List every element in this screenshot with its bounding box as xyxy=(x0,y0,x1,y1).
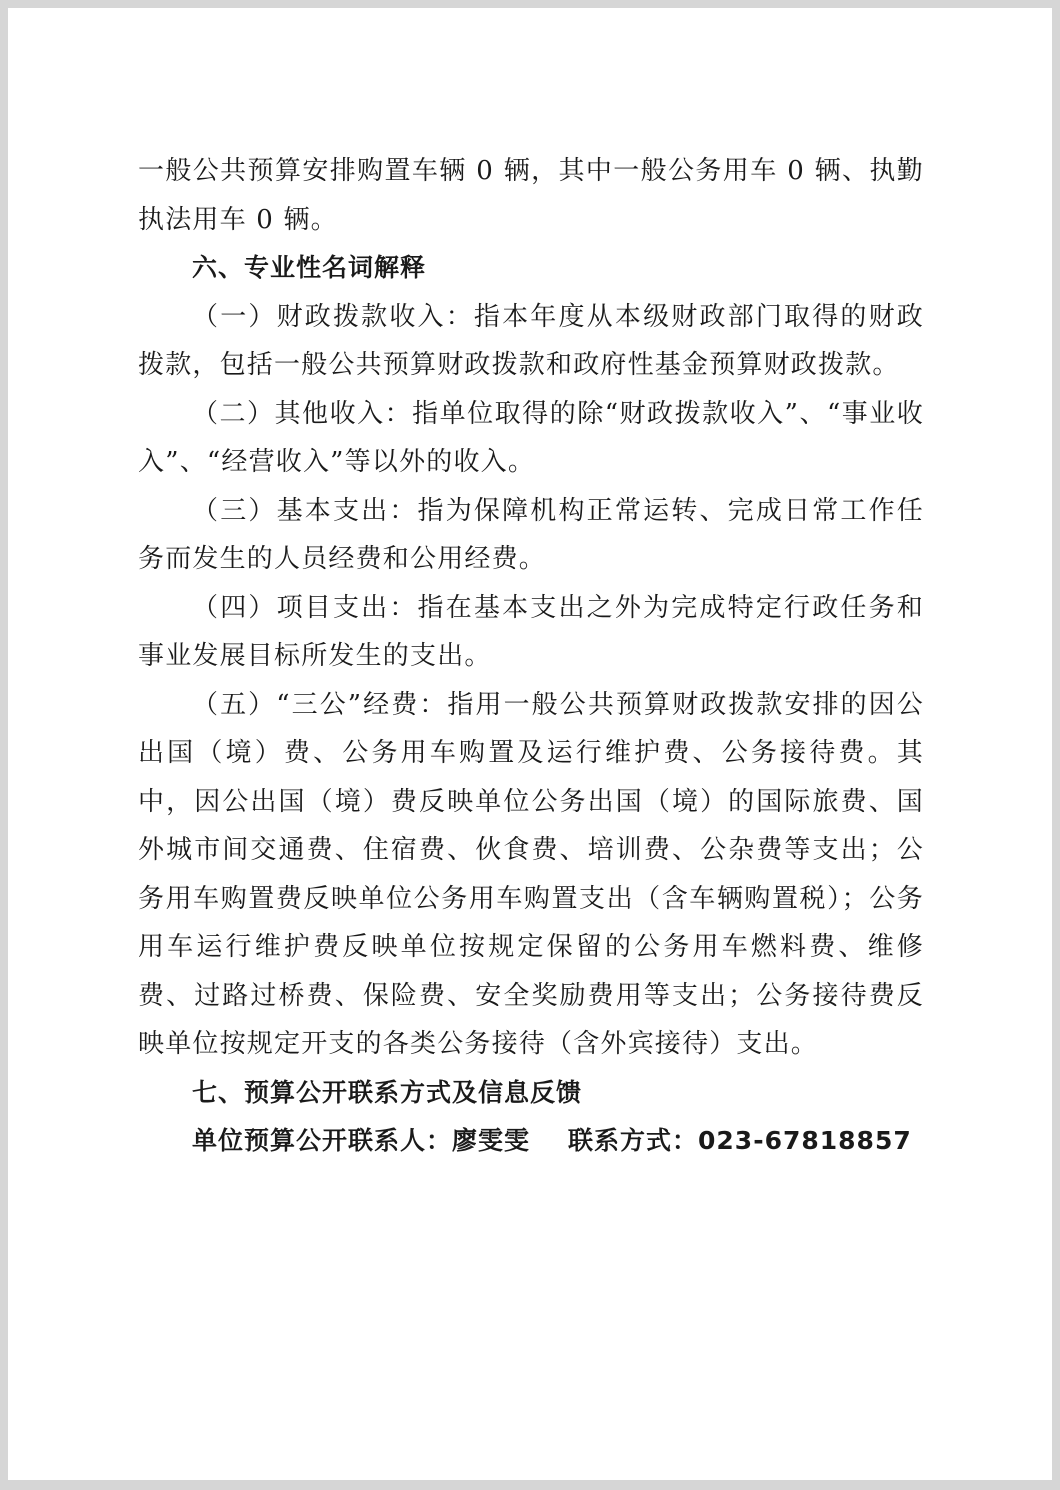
document-page xyxy=(8,8,1052,1480)
section-heading-terms: 六、专业性名词解释 xyxy=(192,253,427,282)
contact-line xyxy=(138,1117,924,1166)
contact-phone: 联系方式：023-67818857 xyxy=(568,1126,912,1155)
term-three-public-expenses: （五）“三公”经费：指用一般公共预算财政拨款安排的因公出国（境）费、公务用车购置及运行维护费、公务接待费。其中，因公出国（境）费反映单位公务出国（境）的国际旅费、国外城市间交通费、住宿费、伙食费、培训费、公杂费等支出；公务用车购置费反映单位公务用车购置支出（含车辆购置税）；公务用车运行维护费反映单位按规定保留的公务用车燃料费、维修费、过路过桥费、保险费、安全奖励费用等支出；公务接待费反映单位按规定开支的各类公务接待（含外宾接待）支出。 xyxy=(138,689,924,1059)
term-basic-expenditure: （三）基本支出：指为保障机构正常运转、完成日常工作任务而发生的人员经费和公用经费。 xyxy=(138,495,924,574)
section-heading-contact: 七、预算公开联系方式及信息反馈 xyxy=(192,1077,583,1107)
term-project-expenditure: （四）项目支出：指在基本支出之外为完成特定行政任务和事业发展目标所发生的支出。 xyxy=(138,592,924,671)
term-fiscal-appropriation: （一）财政拨款收入：指本年度从本级财政部门取得的财政拨款，包括一般公共预算财政拨款和政府性基金预算财政拨款。 xyxy=(138,301,924,380)
document-body xyxy=(138,147,924,1166)
contact-person: 单位预算公开联系人：廖雯雯 xyxy=(192,1126,531,1155)
vehicle-purchase-paragraph: 一般公共预算安排购置车辆 0 辆，其中一般公务用车 0 辆、执勤执法用车 0 辆。 xyxy=(138,156,924,235)
term-other-income: （二）其他收入：指单位取得的除“财政拨款收入”、“事业收入”、“经营收入”等以外的收入。 xyxy=(138,398,924,477)
